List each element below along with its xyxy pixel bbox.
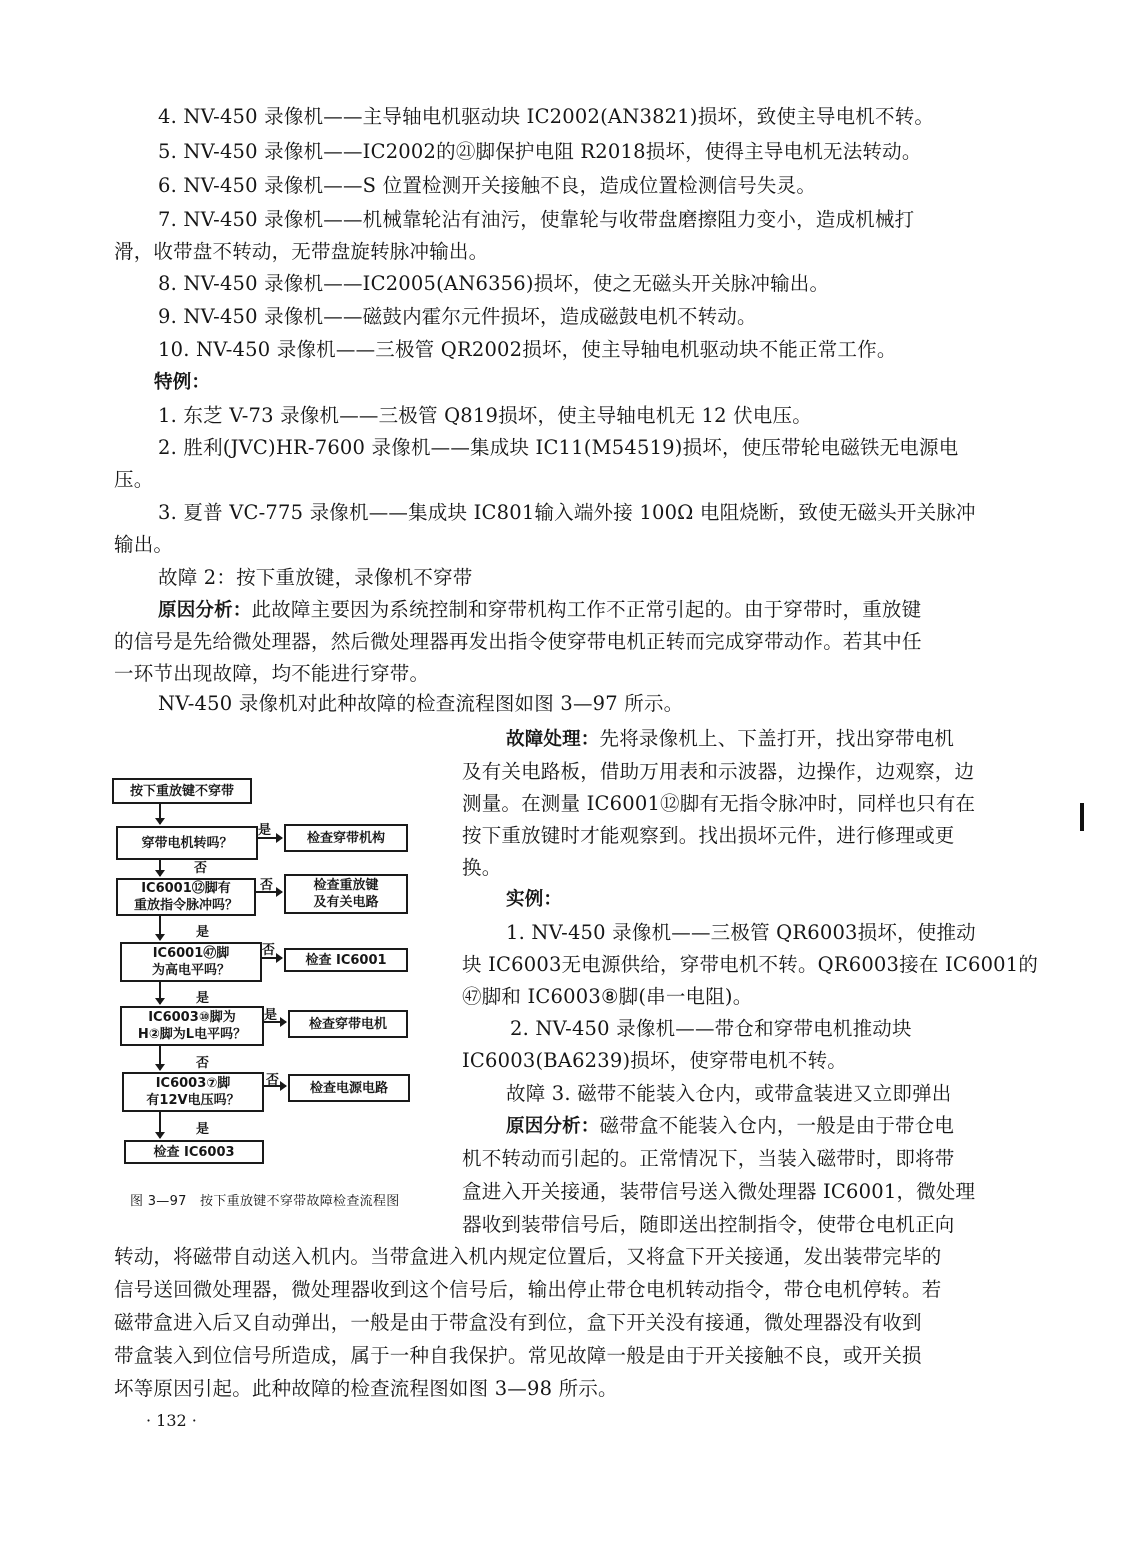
flow-q5-line2: 有12V电压吗？ bbox=[146, 1093, 240, 1108]
handling-line2: 及有关电路板，借助万用表和示波器，边操作，边观察，边 bbox=[462, 760, 975, 783]
flow-q3-box bbox=[120, 942, 262, 982]
flow-a1-box bbox=[284, 824, 408, 852]
flow-q4-yes: 是 bbox=[264, 1008, 278, 1023]
handling-line3: 测量。在测量 IC6001⑫脚有无指令脉冲时，同样也只有在 bbox=[462, 792, 976, 815]
flow-q1-no: 否 bbox=[194, 861, 208, 876]
flow-a1-text: 检查穿带机构 bbox=[306, 830, 385, 846]
fault3-analysis-text: 磁带盒不能装入仓内，一般是由于带仓电 bbox=[599, 1114, 955, 1137]
examples-heading: 实例： bbox=[506, 889, 563, 910]
flowchart-reference: NV-450 录像机对此种故障的检查流程图如图 3—97 所示。 bbox=[158, 692, 684, 715]
flow-end-text: 检查 IC6003 bbox=[153, 1144, 235, 1160]
handling-line5: 换。 bbox=[462, 856, 502, 879]
example-2-line2: IC6003(BA6239)损坏，使穿带电机不转。 bbox=[462, 1049, 848, 1072]
special-1: 1. 东芝 V-73 录像机——三极管 Q819损坏，使主导轴电机无 12 伏电压。 bbox=[158, 404, 812, 427]
handling-label: 故障处理： bbox=[506, 729, 600, 750]
example-2-line1: 2. NV-450 录像机——带仓和穿带电机推动块 bbox=[510, 1017, 912, 1040]
item-10: 10. NV-450 录像机——三极管 QR2002损坏，使主导轴电机驱动块不能正常工作。 bbox=[158, 338, 897, 361]
page-number: · 132 · bbox=[146, 1411, 197, 1430]
flow-a4-box bbox=[288, 1010, 408, 1038]
analysis-text: 此故障主要因为系统控制和穿带机构工作不正常引起的。由于穿带时，重放键 bbox=[251, 598, 922, 621]
flow-q5-box bbox=[122, 1072, 264, 1112]
flow-a3-text: 检查 IC6001 bbox=[305, 952, 387, 968]
flow-q2-yes: 是 bbox=[196, 925, 210, 940]
flow-a2-box bbox=[284, 874, 408, 914]
item-5: 5. NV-450 录像机——IC2002的㉑脚保护电阻 R2018损坏，使得主导电机无法转动。 bbox=[158, 140, 922, 163]
fault3-analysis-line4: 器收到装带信号后，随即送出控制指令，使带仓电机正向 bbox=[462, 1213, 955, 1236]
flow-start-text: 按下重放键不穿带 bbox=[129, 783, 234, 799]
flow-a2-line1: 检查重放键 bbox=[313, 878, 379, 893]
flow-q3-line1: IC6001㊼脚 bbox=[152, 946, 230, 961]
flow-q3-yes: 是 bbox=[196, 991, 210, 1006]
flow-q1-yes: 是 bbox=[258, 823, 272, 838]
fault3-analysis-line1 bbox=[506, 1114, 954, 1139]
flowchart-figure bbox=[100, 768, 460, 1198]
flow-q4-box bbox=[120, 1006, 264, 1046]
flow-q5-no: 否 bbox=[266, 1073, 280, 1088]
flow-q1-box bbox=[116, 826, 258, 860]
special-3-line1: 3. 夏普 VC-775 录像机——集成块 IC801输入端外接 100Ω 电阻烧断，致使无磁头开关脉冲 bbox=[158, 501, 976, 524]
flow-q2-line1: IC6001⑫脚有 bbox=[141, 881, 231, 896]
flow-q4-line1: IC6003⑩脚为 bbox=[148, 1010, 236, 1025]
fault3-analysis-line8: 带盒装入到位信号所造成，属于一种自我保护。常见故障一般是由于开关接触不良，或开关损 bbox=[114, 1344, 922, 1367]
fault3-analysis-line2: 机不转动而引起的。正常情况下，当装入磁带时，即将带 bbox=[462, 1147, 955, 1170]
flow-a5-text: 检查电源电路 bbox=[309, 1080, 388, 1096]
special-2-line2: 压。 bbox=[114, 468, 154, 491]
flow-a5-box bbox=[288, 1074, 410, 1102]
fault2-analysis-line2: 的信号是先给微处理器，然后微处理器再发出指令使穿带电机正转而完成穿带动作。若其中任 bbox=[114, 630, 922, 653]
example-1-line3: ㊼脚和 IC6003⑧脚(串一电阻)。 bbox=[462, 985, 753, 1008]
item-4: 4. NV-450 录像机——主导轴电机驱动块 IC2002(AN3821)损坏，致使主导电机不转。 bbox=[158, 105, 935, 128]
fault2-analysis-line3: 一环节出现故障，均不能进行穿带。 bbox=[114, 662, 430, 685]
analysis-label: 原因分析： bbox=[158, 600, 252, 621]
flow-q1-text: 穿带电机转吗？ bbox=[141, 835, 233, 851]
fault3-analysis-line9: 坏等原因引起。此种故障的检查流程图如图 3—98 所示。 bbox=[114, 1377, 618, 1400]
figure-caption: 图 3—97 按下重放键不穿带故障检查流程图 bbox=[130, 1194, 400, 1209]
flow-q2-line2: 重放指令脉冲吗？ bbox=[133, 898, 238, 913]
fault3-analysis-line7: 磁带盒进入后又自动弹出，一般是由于带盒没有到位，盒下开关没有接通，微处理器没有收到 bbox=[114, 1311, 922, 1334]
item-7-line1: 7. NV-450 录像机——机械靠轮沾有油污，使靠轮与收带盘磨擦阻力变小，造成机械打 bbox=[158, 208, 915, 231]
example-1-line2: 块 IC6003无电源供给，穿带电机不转。QR6003接在 IC6001的 bbox=[462, 953, 1039, 976]
item-6: 6. NV-450 录像机——S 位置检测开关接触不良，造成位置检测信号失灵。 bbox=[158, 174, 817, 197]
handling-line1 bbox=[506, 727, 954, 752]
special-2-line1: 2. 胜利(JVC)HR-7600 录像机——集成块 IC11(M54519)损坏，使压带轮电磁铁无电源电 bbox=[158, 436, 959, 459]
flow-end-box bbox=[124, 1140, 264, 1164]
flow-q4-line2: H②脚为L电平吗？ bbox=[137, 1027, 247, 1042]
example-1-line1: 1. NV-450 录像机——三极管 QR6003损坏，使推动 bbox=[506, 921, 976, 944]
fault2-title: 故障 2：按下重放键，录像机不穿带 bbox=[158, 566, 473, 589]
special-3-line2: 输出。 bbox=[114, 533, 174, 556]
flow-start-box bbox=[112, 778, 252, 804]
margin-mark bbox=[1080, 803, 1084, 831]
special-heading: 特例： bbox=[154, 372, 211, 393]
flow-q5-line1: IC6003⑦脚 bbox=[155, 1076, 231, 1091]
fault3-analysis-line5: 转动，将磁带自动送入机内。当带盒进入机内规定位置后，又将盒下开关接通，发出装带完毕的 bbox=[114, 1245, 942, 1268]
handling-line4: 按下重放键时才能观察到。找出损坏元件，进行修理或更 bbox=[462, 824, 955, 847]
flow-q5-yes: 是 bbox=[196, 1122, 210, 1137]
flow-a2-line2: 及有关电路 bbox=[313, 895, 379, 910]
flow-q2-no: 否 bbox=[260, 878, 274, 893]
handling-text: 先将录像机上、下盖打开，找出穿带电机 bbox=[599, 727, 955, 750]
flow-a4-text: 检查穿带电机 bbox=[308, 1016, 387, 1032]
fault2-analysis-line1 bbox=[158, 598, 921, 623]
item-9: 9. NV-450 录像机——磁鼓内霍尔元件损坏，造成磁鼓电机不转动。 bbox=[158, 305, 757, 328]
flow-q4-no: 否 bbox=[196, 1056, 210, 1071]
fault3-analysis-label: 原因分析： bbox=[506, 1116, 600, 1137]
item-7-line2: 滑，收带盘不转动，无带盘旋转脉冲输出。 bbox=[114, 240, 489, 263]
fault3-analysis-line3: 盒进入开关接通，装带信号送入微处理器 IC6001，微处理 bbox=[462, 1180, 976, 1203]
flow-q2-box bbox=[116, 878, 256, 916]
item-8: 8. NV-450 录像机——IC2005(AN6356)损坏，使之无磁头开关脉冲输出。 bbox=[158, 272, 830, 295]
fault3-analysis-line6: 信号送回微处理器，微处理器收到这个信号后，输出停止带仓电机转动指令，带仓电机停转。若 bbox=[114, 1278, 942, 1301]
flow-q3-line2: 为高电平吗？ bbox=[151, 963, 230, 978]
flow-q3-no: 否 bbox=[262, 943, 276, 958]
fault3-title: 故障 3. 磁带不能装入仓内，或带盒装进又立即弹出 bbox=[506, 1082, 952, 1105]
flow-a3-box bbox=[284, 948, 408, 972]
